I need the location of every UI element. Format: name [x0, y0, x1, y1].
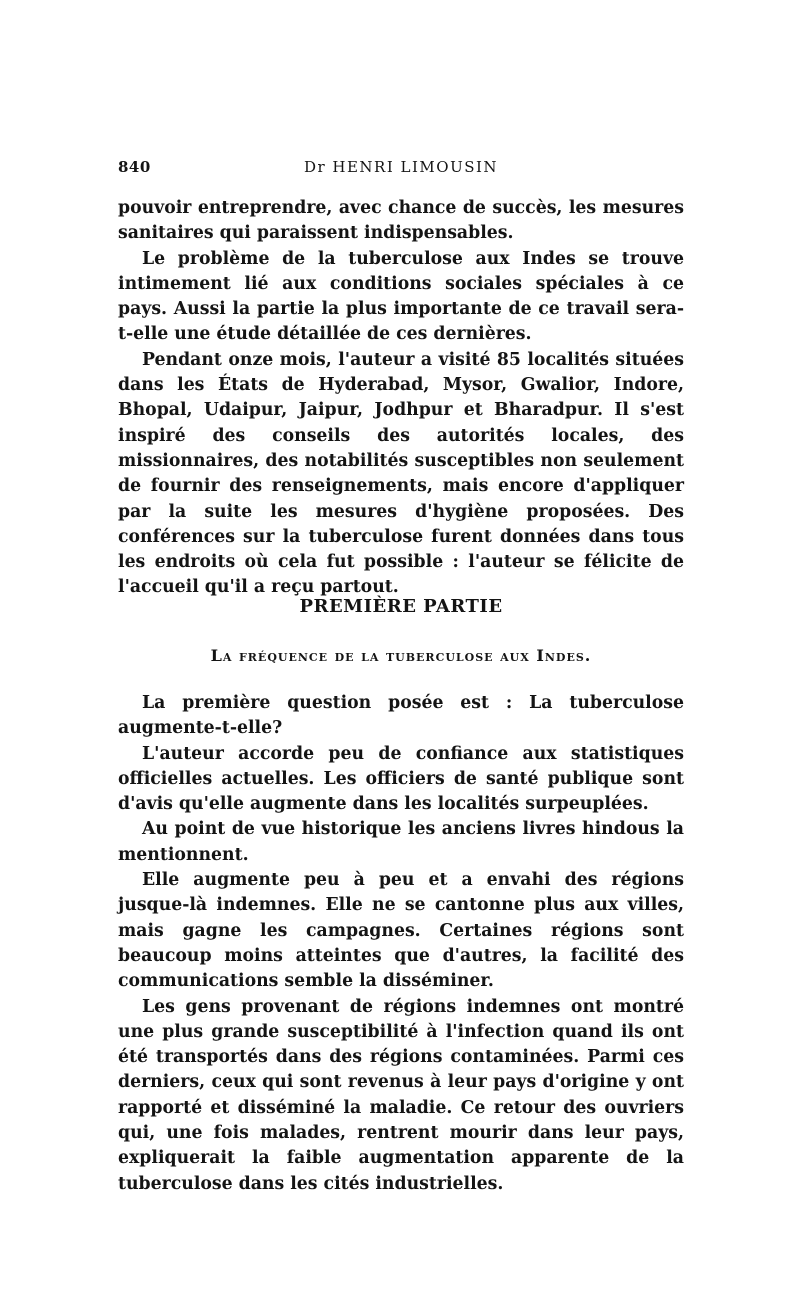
- paragraph: L'auteur accorde peu de confiance aux statistiques officielles actuelles. Les officiers de santé publique sont d'avis qu'elle augmente dans les localités surpeuplées.: [118, 743, 684, 815]
- paragraph: La première question posée est : La tuberculose augmente-t-elle?: [118, 693, 684, 739]
- part-heading: PREMIÈRE PARTIE: [299, 596, 503, 617]
- author-header: Dr HENRI LIMOUSIN: [303, 158, 499, 176]
- paragraph: Elle augmente peu à peu et a envahi des régions jusque-là indemnes. Elle ne se cantonne plus aux villes, mais gagne les campagnes. Certaines régions sont beaucoup moins atteintes que d'autres, la facilité des communications semble la disséminer.: [118, 870, 684, 992]
- paragraph: Au point de vue historique les anciens livres hindous la mentionnent.: [118, 819, 684, 865]
- paragraph: pouvoir entreprendre, avec chance de succès, les mesures sanitaires qui paraissent indispensables.: [118, 198, 684, 244]
- page-number: 840: [118, 158, 151, 176]
- paragraph: Pendant onze mois, l'auteur a visité 85 localités situées dans les États de Hyderabad, Mysor, Gwalior, Indore, Bhopal, Udaipur, Jaipur, Jodhpur et Bharadpur. Il s'est inspiré des conseils des autorités locales, des missionnaires, des notabilités susceptibles non seulement de fournir des renseignements, mais encore d'appliquer par la suite les mesures d'hygiène proposées. Des conférences sur la tuberculose furent données dans tous les endroits où cela fut possible : l'auteur se félicite de l'accueil qu'il a reçu partout.: [118, 349, 684, 598]
- paragraph: Le problème de la tuberculose aux Indes se trouve intimement lié aux conditions sociales spéciales à ce pays. Aussi la partie la plus importante de ce travail sera-t-elle une étude détaillée de ces dernières.: [118, 248, 684, 345]
- body-text: [118, 691, 684, 1197]
- running-head: [118, 158, 684, 182]
- intro-text: [118, 196, 684, 601]
- section-heading: La fréquence de la tuberculose aux Indes.: [210, 646, 592, 665]
- paragraph: Les gens provenant de régions indemnes ont montré une plus grande susceptibilité à l'infection quand ils ont été transportés dans des régions contaminées. Parmi ces derniers, ceux qui sont revenus à leur pays d'origine y ont rapporté et disséminé la maladie. Ce retour des ouvriers qui, une fois malades, rentrent mourir dans leur pays, expliquerait la faible augmentation apparente de la tuberculose dans les cités industrielles.: [118, 996, 684, 1194]
